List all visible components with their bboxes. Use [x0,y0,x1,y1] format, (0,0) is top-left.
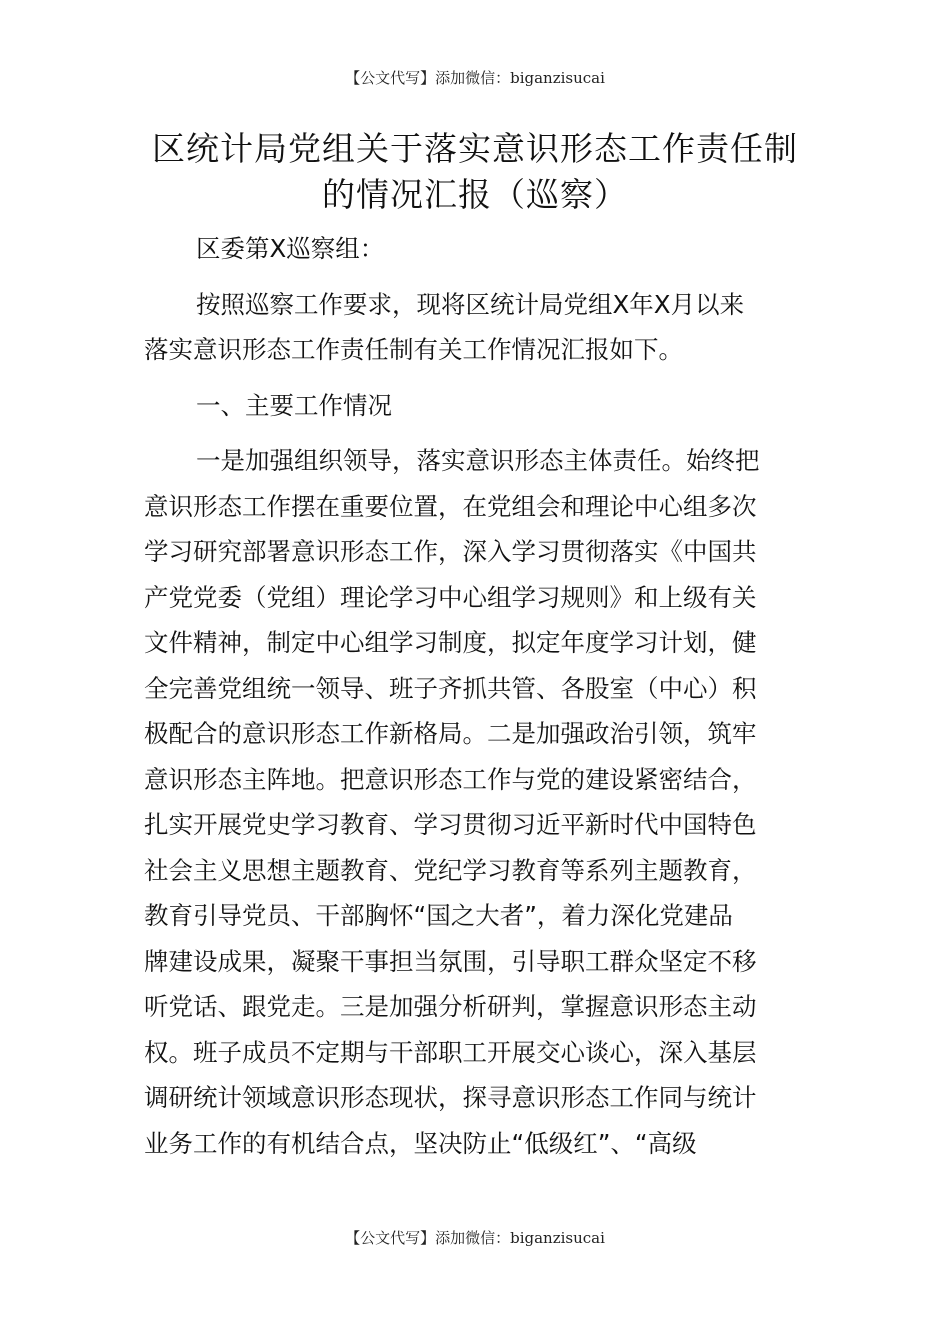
paragraph-line: 一是加强组织领导，落实意识形态主体责任。始终把 [196,446,760,475]
header-watermark-note: 【公文代写】添加微信：biganzisucai [345,69,605,87]
paragraph-line: 权。班子成员不定期与干部职工开展交心谈心，深入基层 [144,1037,757,1067]
document-body [144,226,808,1166]
paragraph-line: 极配合的意识形态工作新格局。二是加强政治引领，筑牢 [144,719,757,748]
paragraph-line: 扎实开展党史学习教育、学习贯彻习近平新时代中国特色 [144,810,757,839]
paragraph-line: 听党话、跟党走。三是加强分析研判，掌握意识形态主动 [144,992,757,1021]
intro-line: 按照巡察工作要求，现将区统计局党组X年X月以来 [196,289,745,319]
salutation: 区委第X巡察组： [196,234,385,263]
section-heading: 一、主要工作情况 [196,390,392,420]
paragraph-line: 学习研究部署意识形态工作，深入学习贯彻落实《中国共 [144,537,757,566]
paragraph-line: 意识形态主阵地。把意识形态工作与党的建设紧密结合， [144,764,757,794]
paragraph-line: 调研统计领域意识形态现状，探寻意识形态工作同与统计 [144,1083,757,1112]
paragraph-line: 业务工作的有机结合点，坚决防止“低级红”、“高级 [144,1128,697,1158]
paragraph-line: 牌建设成果，凝聚干事担当氛围，引导职工群众坚定不移 [144,946,757,976]
title-line: 的情况汇报（巡察） [322,175,628,214]
footer-watermark-note: 【公文代写】添加微信：biganzisucai [345,1229,605,1247]
paragraph-line: 意识形态工作摆在重要位置，在党组会和理论中心组多次 [144,491,757,521]
title-line: 区统计局党组关于落实意识形态工作责任制 [152,129,798,168]
document-title [120,126,830,218]
paragraph-line: 文件精神，制定中心组学习制度，拟定年度学习计划，健 [144,628,757,657]
paragraph-line: 社会主义思想主题教育、党纪学习教育等系列主题教育， [144,855,757,885]
paragraph-line: 产党党委（党组）理论学习中心组学习规则》和上级有关 [144,582,757,612]
paragraph-line: 全完善党组统一领导、班子齐抓共管、各股室（中心）积 [144,673,757,703]
intro-line: 落实意识形态工作责任制有关工作情况汇报如下。 [144,335,683,364]
paragraph-line: 教育引导党员、干部胸怀“国之大者”，着力深化党建品 [144,901,733,930]
